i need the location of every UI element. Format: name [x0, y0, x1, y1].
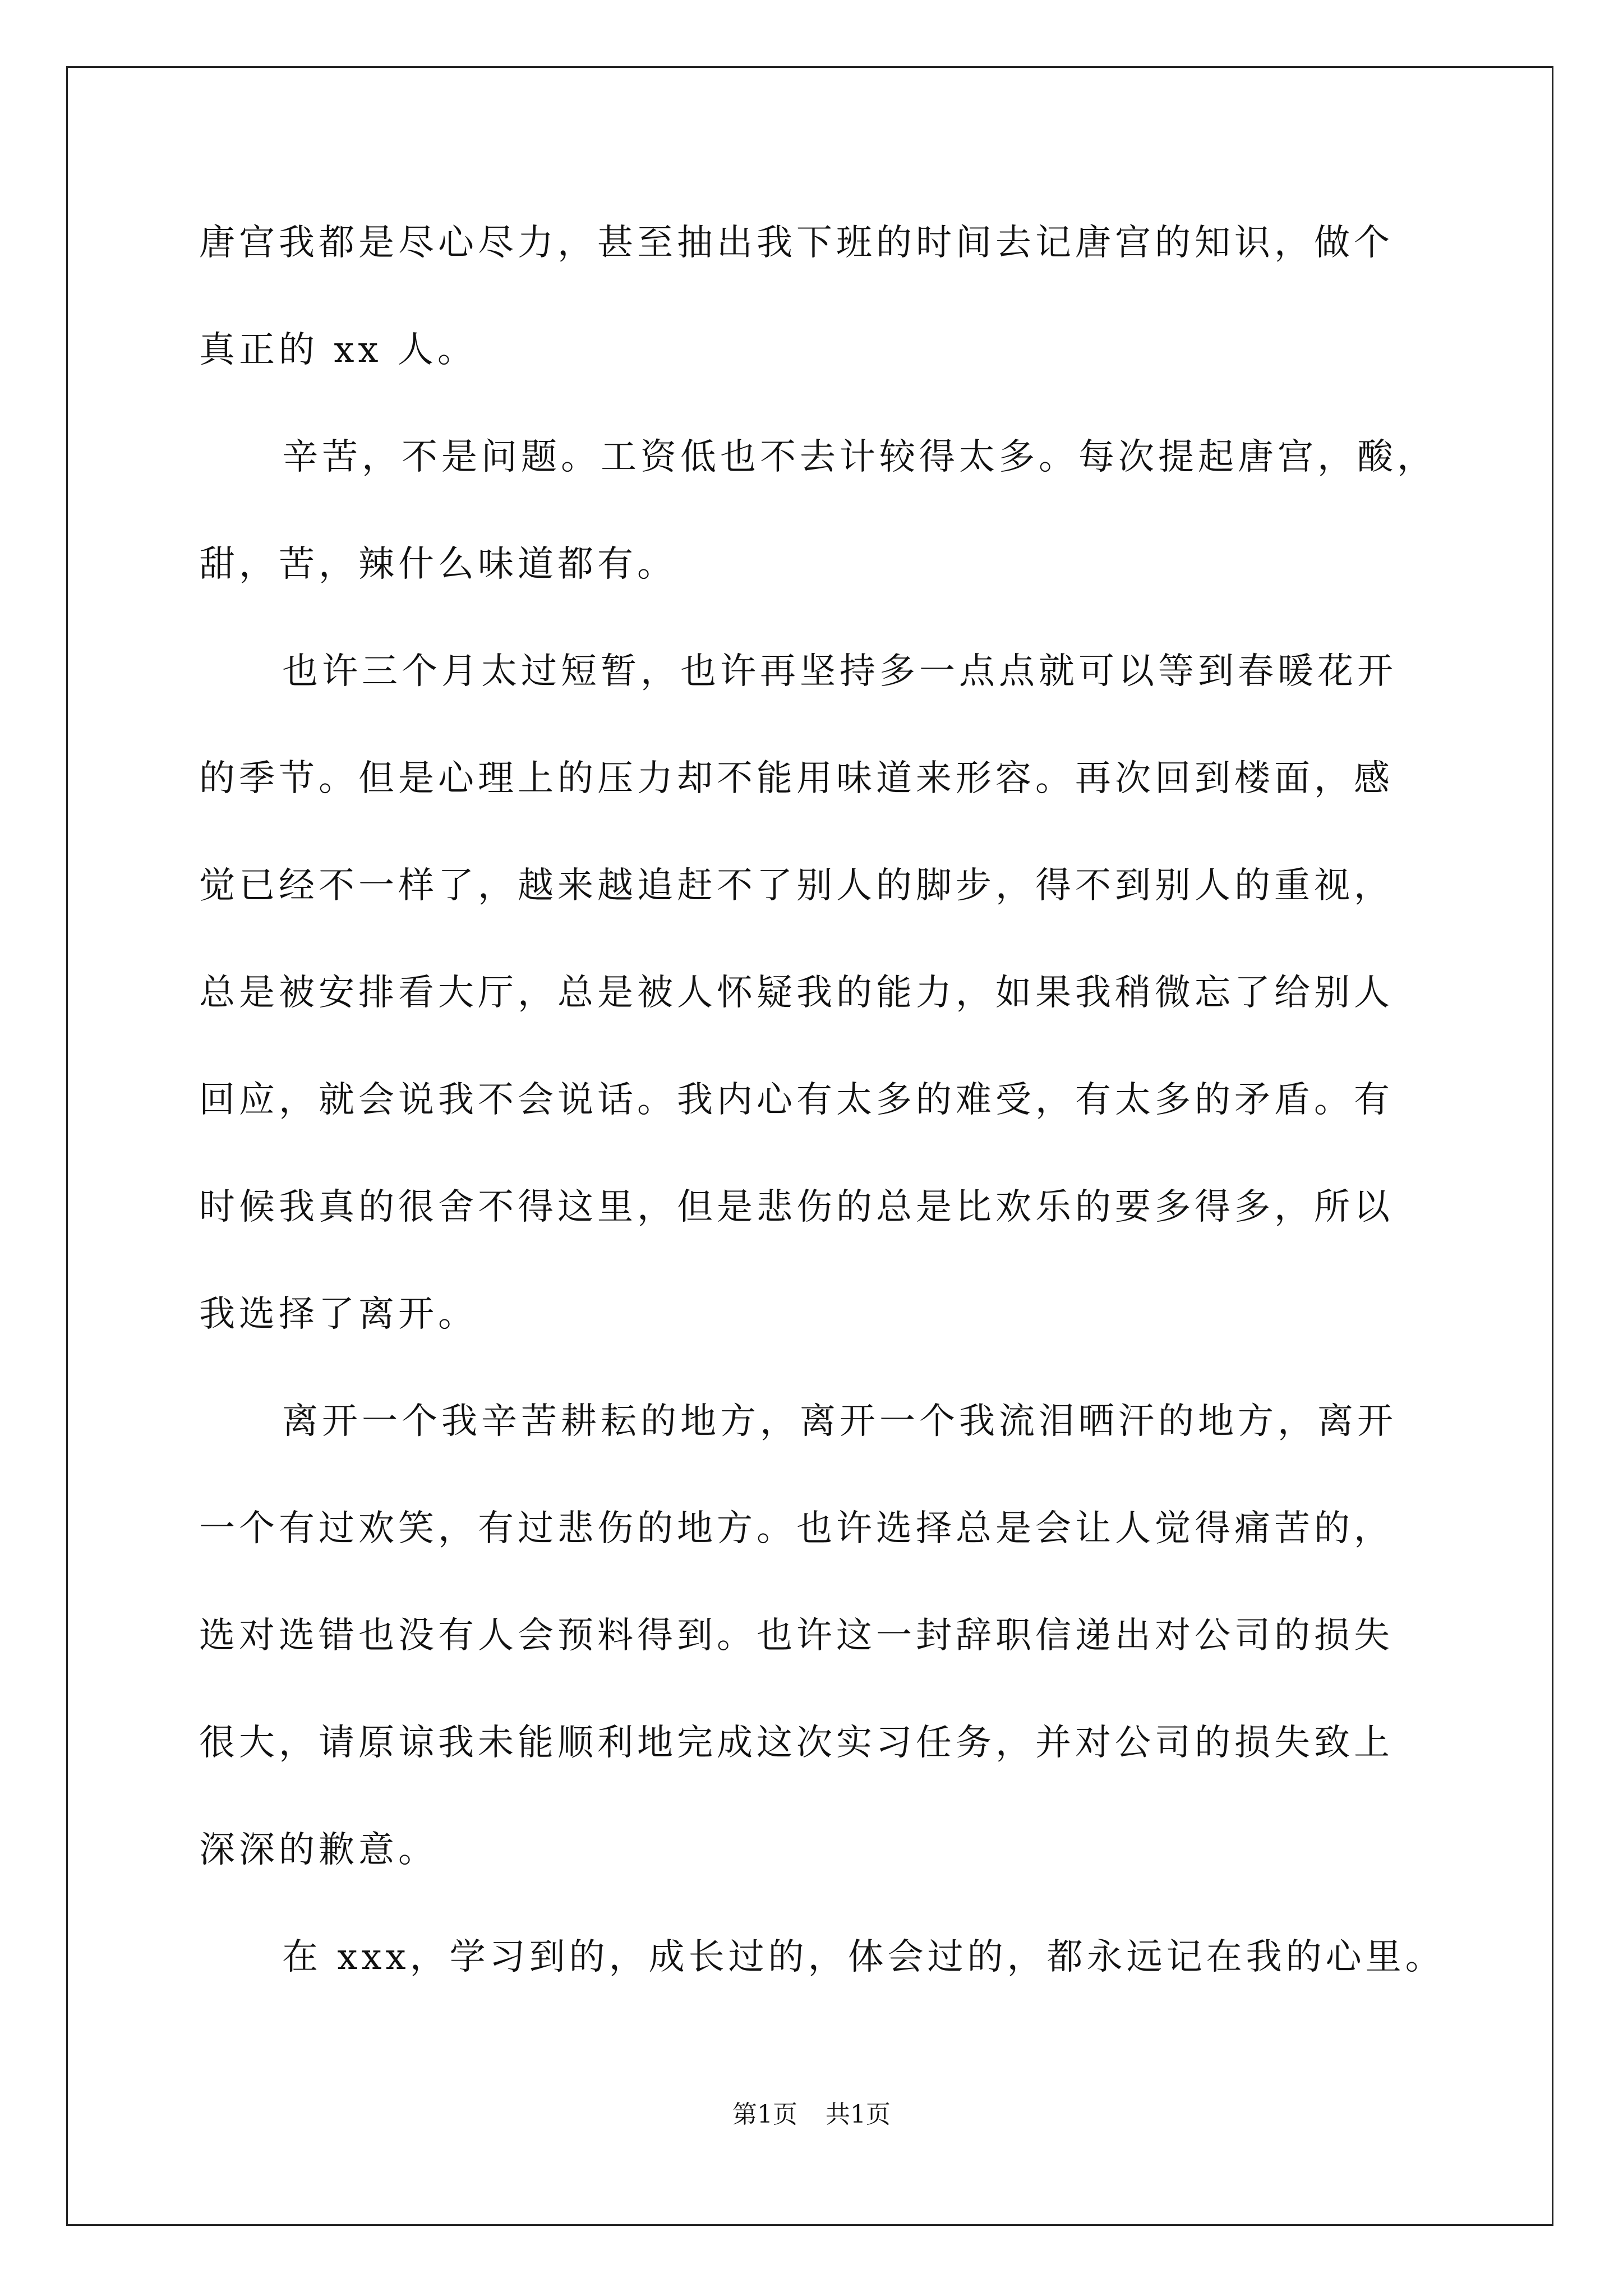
text-line: 唐宫我都是尽心尽力，甚至抽出我下班的时间去记唐宫的知识，做个 — [199, 222, 1394, 264]
text-line: 回应，就会说我不会说话。我内心有太多的难受，有太多的矛盾。有 — [199, 1079, 1394, 1121]
text-line: 真正的 xx 人。 — [199, 329, 477, 371]
page-number: 第1页 — [732, 2100, 797, 2129]
page-footer — [0, 2098, 1623, 2132]
text-line: 的季节。但是心理上的压力却不能用味道来形容。再次回到楼面，感 — [199, 758, 1394, 799]
text-line: 深深的歉意。 — [199, 1829, 438, 1871]
paragraph-start-line: 在 xxx，学习到的，成长过的，体会过的，都永远记在我的心里。 — [282, 1936, 1445, 1978]
text-line: 选对选错也没有人会预料得到。也许这一封辞职信递出对公司的损失 — [199, 1615, 1394, 1657]
text-line: 觉已经不一样了，越来越追赶不了别人的脚步，得不到别人的重视， — [199, 865, 1394, 907]
text-line: 很大，请原谅我未能顺利地完成这次实习任务，并对公司的损失致上 — [199, 1722, 1394, 1764]
text-line: 时候我真的很舍不得这里，但是悲伤的总是比欢乐的要多得多，所以 — [199, 1186, 1394, 1228]
text-line: 总是被安排看大厅，总是被人怀疑我的能力，如果我稍微忘了给别人 — [199, 972, 1394, 1014]
total-pages: 共1页 — [826, 2100, 891, 2129]
text-line: 我选择了离开。 — [199, 1294, 478, 1335]
paragraph-start-line: 离开一个我辛苦耕耘的地方，离开一个我流泪晒汗的地方，离开 — [282, 1401, 1397, 1442]
paragraph-start-line: 辛苦，不是问题。工资低也不去计较得太多。每次提起唐宫，酸， — [282, 436, 1437, 478]
paragraph-start-line: 也许三个月太过短暂，也许再坚持多一点点就可以等到春暖花开 — [282, 651, 1397, 692]
text-line: 甜，苦，辣什么味道都有。 — [199, 544, 677, 585]
text-line: 一个有过欢笑，有过悲伤的地方。也许选择总是会让人觉得痛苦的， — [199, 1508, 1394, 1549]
document-body — [199, 215, 1445, 2036]
